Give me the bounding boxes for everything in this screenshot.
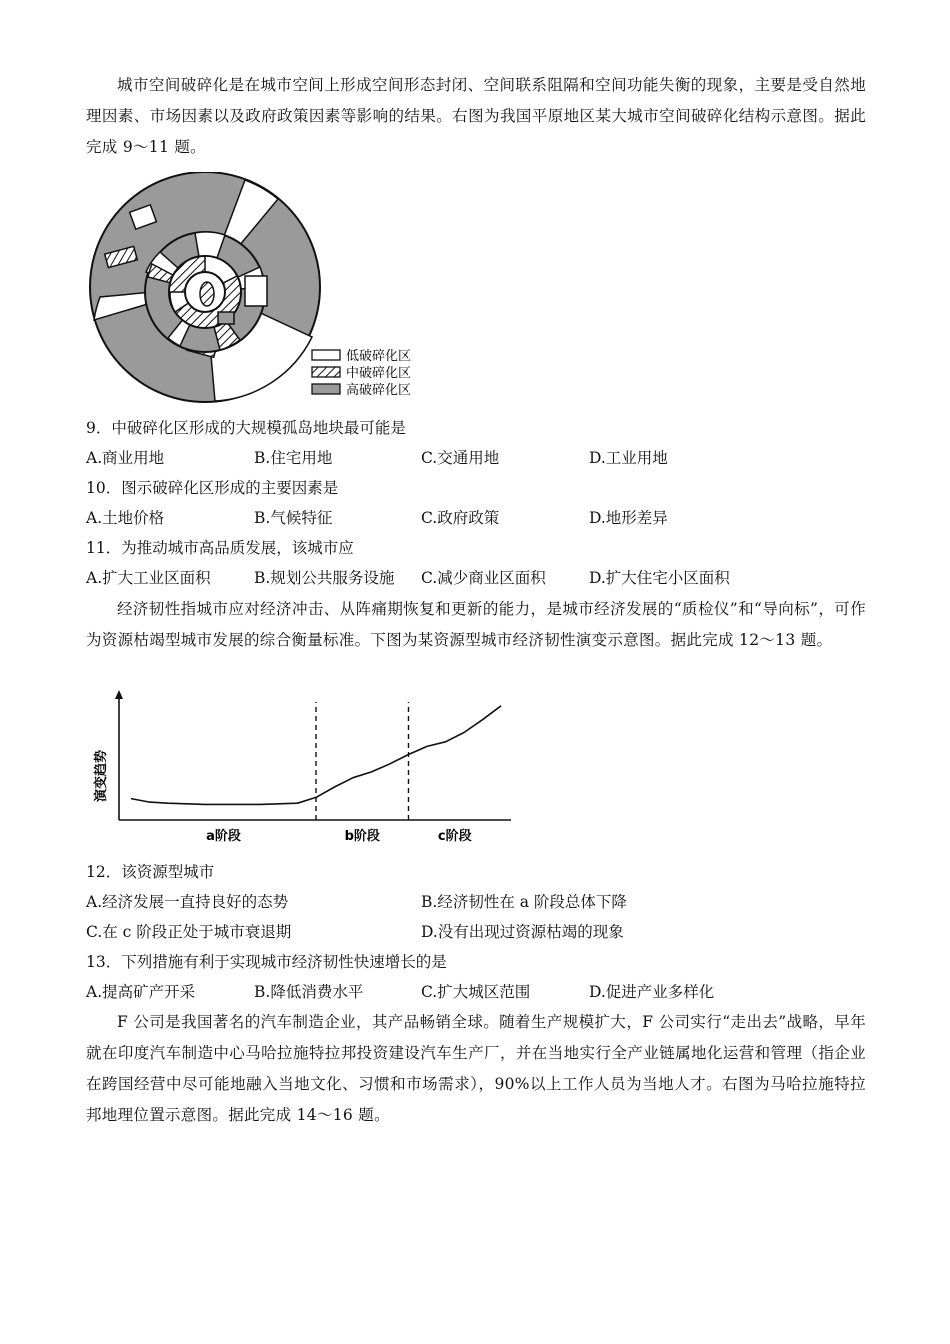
intro-paragraph-2: 经济韧性指城市应对经济冲击、从阵痛期恢复和更新的能力，是城市经济发展的“质检仪”和“导向标”，可作为资源枯竭型城市发展的综合衡量标准。下图为某资源型城市经济韧性演变示意图。据此完成 12～13 题。 <box>86 600 866 649</box>
q9-option-b: B.住宅用地 <box>254 449 333 467</box>
q12-option-c: C.在 c 阶段正处于城市衰退期 <box>86 923 292 941</box>
q10-option-c: C.政府政策 <box>421 509 500 527</box>
y-axis-label: 演变趋势 <box>94 749 109 803</box>
q11-option-c: C.减少商业区面积 <box>421 569 546 587</box>
legend-label-high: 高破碎化区 <box>346 383 412 398</box>
q13-option-c: C.扩大城区范围 <box>421 983 531 1001</box>
q9-option-c: C.交通用地 <box>421 449 500 467</box>
stage-label-1: a阶段 <box>206 829 241 844</box>
question-9: 9．中破碎化区形成的大规模孤岛地块最可能是 <box>86 419 406 437</box>
question-13: 13．下列措施有利于实现城市经济韧性快速增长的是 <box>86 953 447 971</box>
legend-label-low: 低破碎化区 <box>346 349 412 364</box>
q12-option-d: D.没有出现过资源枯竭的现象 <box>421 923 624 941</box>
q11-option-b: B.规划公共服务设施 <box>254 569 395 587</box>
y-axis-arrow <box>115 690 123 699</box>
q10-option-d: D.地形差异 <box>589 509 668 527</box>
intro-paragraph-3: F 公司是我国著名的汽车制造企业，其产品畅销全球。随着生产规模扩大，F 公司实行“走出去”战略，早年就在印度汽车制造中心马哈拉施特拉邦投资建设汽车生产厂，并在当地实行全产业链属地化运营和管理（指企业在跨国经营中尽可能地融入当地文化、习惯和市场需求），90%以上工作人员为当地人才。右图为马哈拉施特拉邦地理位置示意图。据此完成 14～16 题。 <box>86 1013 866 1124</box>
q11-option-d: D.扩大住宅小区面积 <box>589 569 730 587</box>
legend-swatch-low <box>312 350 340 360</box>
q12-option-b: B.经济韧性在 a 阶段总体下降 <box>421 893 627 911</box>
question-10: 10．图示破碎化区形成的主要因素是 <box>86 479 339 497</box>
q9-option-a: A.商业用地 <box>86 449 165 467</box>
stage-label-2: b阶段 <box>344 829 380 844</box>
q11-option-a: A.扩大工业区面积 <box>86 569 211 587</box>
q10-option-b: B.气候特征 <box>254 509 333 527</box>
q13-option-a: A.提高矿产开采 <box>86 983 196 1001</box>
q12-option-a: A.经济发展一直持良好的态势 <box>86 893 289 911</box>
question-12: 12．该资源型城市 <box>86 863 215 881</box>
q13-option-d: D.促进产业多样化 <box>589 983 715 1001</box>
stage-label-3: c阶段 <box>437 829 472 844</box>
legend-label-mid: 中破碎化区 <box>346 366 412 381</box>
resilience-chart <box>86 688 516 848</box>
q9-option-d: D.工业用地 <box>589 449 668 467</box>
question-11: 11．为推动城市高品质发展，该城市应 <box>86 539 354 557</box>
fragmentation-diagram <box>80 172 440 404</box>
q10-option-a: A.土地价格 <box>86 509 165 527</box>
intro-paragraph-1: 城市空间破碎化是在城市空间上形成空间形态封闭、空间联系阻隔和空间功能失衡的现象，主要是受自然地理因素、市场因素以及政府政策因素等影响的结果。右图为我国平原地区某大城市空间破碎化结构示意图。据此完成 9～11 题。 <box>86 76 866 156</box>
legend-swatch-mid <box>312 367 340 377</box>
legend-swatch-high <box>312 384 340 394</box>
q13-option-b: B.降低消费水平 <box>254 983 364 1001</box>
